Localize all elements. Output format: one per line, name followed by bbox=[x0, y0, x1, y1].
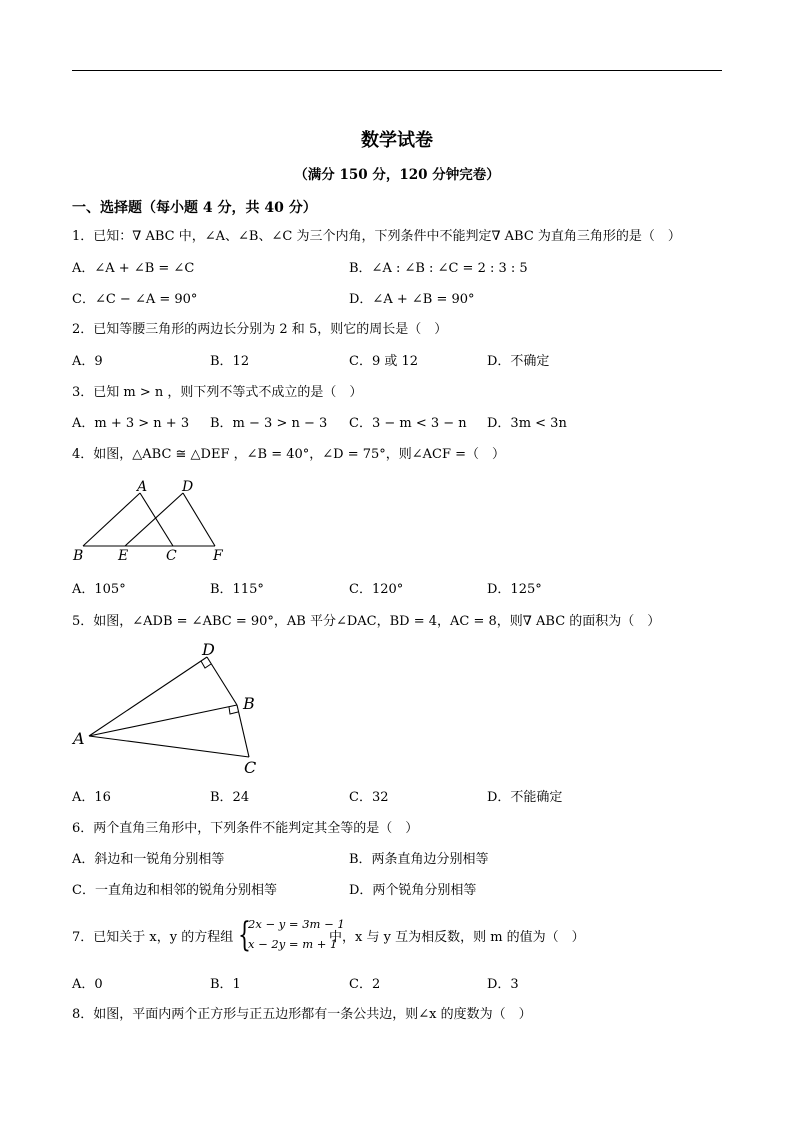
equation-1: 2x − y = 3m − 1 bbox=[248, 917, 345, 931]
question-7-stem-suffix: 中，x 与 y 互为相反数，则 m 的值为（ ） bbox=[329, 930, 585, 945]
question-7-option-b: B．1 bbox=[210, 977, 241, 992]
question-7-stem-prefix: 7．已知关于 x，y 的方程组 bbox=[72, 930, 234, 945]
header-rule bbox=[72, 70, 722, 71]
question-5-option-c: C．32 bbox=[349, 790, 389, 805]
question-4-figure bbox=[70, 478, 240, 568]
section-heading: 一、选择题（每小题 4 分，共 40 分） bbox=[72, 200, 317, 216]
figure5-label-c: C bbox=[244, 758, 257, 777]
equation-2: x − 2y = m + 1 bbox=[248, 937, 338, 951]
question-7-option-a: A．0 bbox=[72, 977, 103, 992]
figure5-label-d: D bbox=[202, 640, 215, 659]
question-6-option-d: D．两个锐角分别相等 bbox=[349, 883, 477, 898]
question-5-option-b: B．24 bbox=[210, 790, 250, 805]
question-2-option-b: B．12 bbox=[210, 354, 250, 369]
figure4-label-b: B bbox=[73, 548, 84, 564]
question-4-option-a: A．105° bbox=[72, 582, 126, 597]
figure4-label-a: A bbox=[137, 479, 148, 495]
question-1-option-a: A．∠A + ∠B = ∠C bbox=[72, 261, 195, 276]
figure4-label-e: E bbox=[118, 548, 129, 564]
question-2-option-c: C．9 或 12 bbox=[349, 354, 419, 369]
page-subtitle: （满分 150 分，120 分钟完卷） bbox=[294, 167, 500, 183]
question-4-option-c: C．120° bbox=[349, 582, 404, 597]
figure4-label-c: C bbox=[166, 548, 177, 564]
question-1-option-b: B．∠A : ∠B : ∠C = 2 : 3 : 5 bbox=[349, 261, 528, 276]
question-3-stem: 3．已知 m > n ，则下列不等式不成立的是（ ） bbox=[72, 385, 363, 400]
question-4-stem: 4．如图，△ABC ≅ △DEF ，∠B = 40°，∠D = 75°，则∠ACF =（ ） bbox=[72, 447, 506, 462]
question-2-option-a: A．9 bbox=[72, 354, 103, 369]
question-8-stem: 8．如图，平面内两个正方形与正五边形都有一条公共边，则∠x 的度数为（ ） bbox=[72, 1007, 532, 1022]
question-6-option-c: C．一直角边和相邻的锐角分别相等 bbox=[72, 883, 277, 898]
question-1-stem: 1．已知：∇ ABC 中，∠A、∠B、∠C 为三个内角，下列条件中不能判定∇ ABC 为直角三角形的是（ ） bbox=[72, 229, 681, 244]
question-7-option-c: C．2 bbox=[349, 977, 381, 992]
figure5-label-b: B bbox=[243, 694, 255, 713]
question-5-figure bbox=[70, 640, 270, 780]
question-4-option-d: D．125° bbox=[487, 582, 542, 597]
question-5-stem: 5．如图，∠ADB = ∠ABC = 90°，AB 平分∠DAC，BD = 4，AC = 8，则∇ ABC 的面积为（ ） bbox=[72, 614, 661, 629]
question-5-option-d: D．不能确定 bbox=[487, 790, 563, 805]
question-7-option-d: D．3 bbox=[487, 977, 519, 992]
page-title: 数学试卷 bbox=[361, 130, 433, 151]
figure5-label-a: A bbox=[73, 729, 85, 748]
question-6-option-a: A．斜边和一锐角分别相等 bbox=[72, 852, 225, 867]
question-3-option-a: A．m + 3 > n + 3 bbox=[72, 416, 190, 431]
question-3-option-b: B．m − 3 > n − 3 bbox=[210, 416, 328, 431]
question-3-option-d: D．3m < 3n bbox=[487, 416, 567, 431]
figure4-label-f: F bbox=[213, 548, 223, 564]
question-6-option-b: B．两条直角边分别相等 bbox=[349, 852, 489, 867]
question-1-option-c: C．∠C − ∠A = 90° bbox=[72, 292, 198, 307]
question-3-option-c: C．3 − m < 3 − n bbox=[349, 416, 467, 431]
question-2-stem: 2．已知等腰三角形的两边长分别为 2 和 5，则它的周长是（ ） bbox=[72, 322, 448, 337]
question-4-option-b: B．115° bbox=[210, 582, 264, 597]
left-brace: { bbox=[238, 915, 251, 955]
question-2-option-d: D．不确定 bbox=[487, 354, 550, 369]
question-6-stem: 6．两个直角三角形中，下列条件不能判定其全等的是（ ） bbox=[72, 821, 419, 836]
figure4-label-d: D bbox=[182, 479, 194, 495]
question-1-option-d: D．∠A + ∠B = 90° bbox=[349, 292, 475, 307]
question-5-option-a: A．16 bbox=[72, 790, 111, 805]
